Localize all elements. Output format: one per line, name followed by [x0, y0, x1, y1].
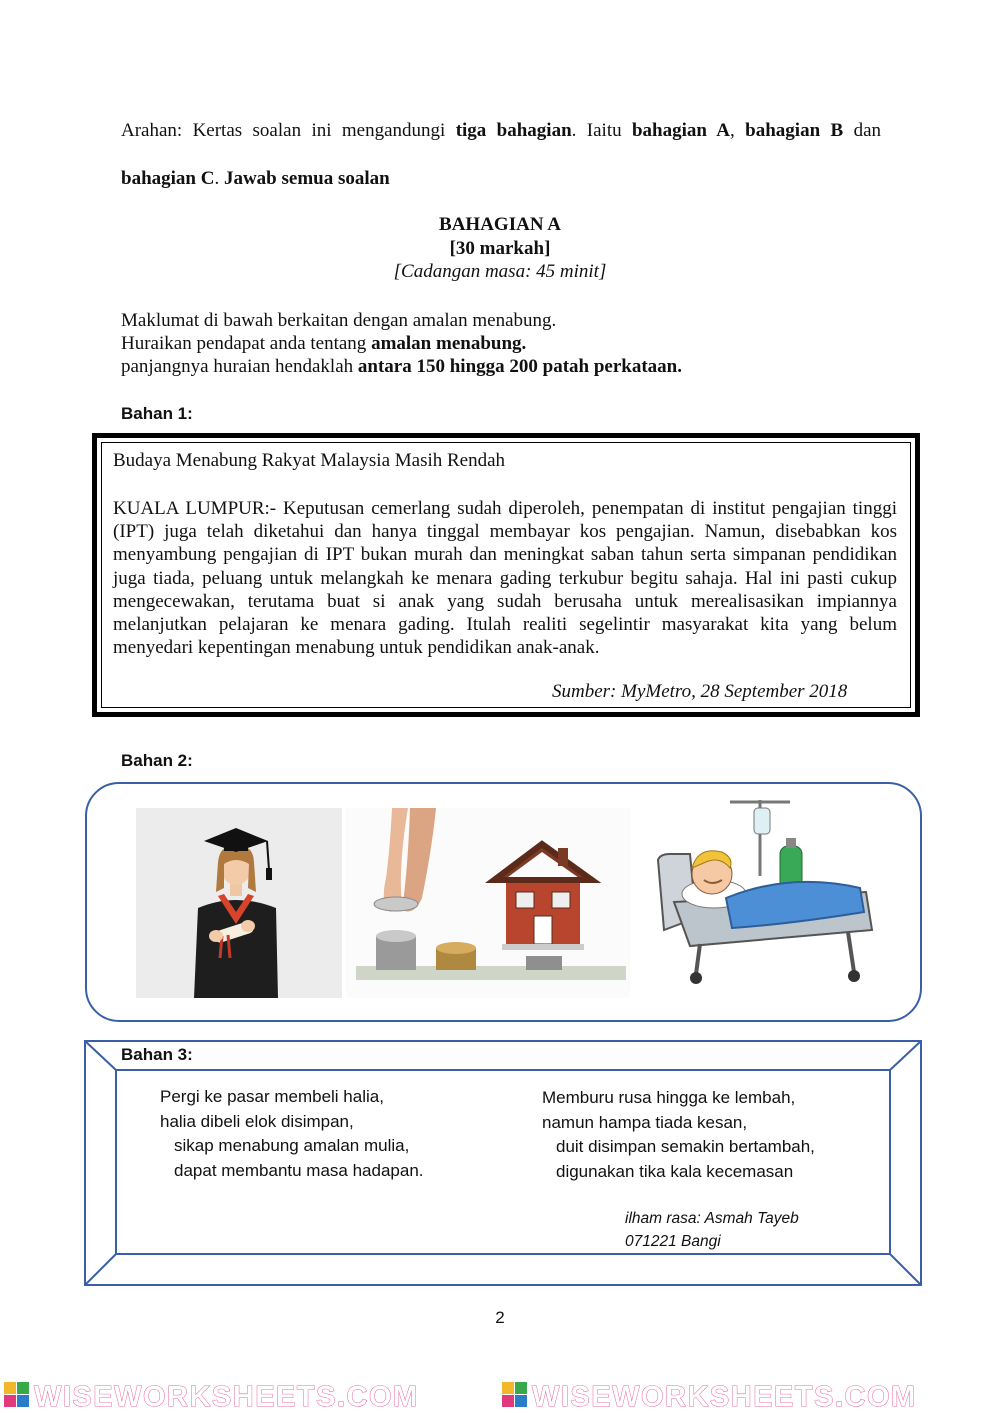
question-line-3-text: panjangnya huraian hendaklah: [121, 356, 358, 377]
question-line-2-bold: amalan menabung.: [371, 333, 527, 354]
poem-left-line-3: sikap menabung amalan mulia,: [174, 1136, 410, 1155]
poem-right-line-4: digunakan tika kala kecemasan: [556, 1161, 794, 1181]
section-marks: [30 markah]: [449, 238, 551, 259]
poem-credit-author: ilham rasa: Asmah Tayeb: [625, 1210, 799, 1227]
instruction-2-run-3: Jawab semua soalan: [223, 168, 390, 189]
question-line-2-text: Huraikan pendapat anda tentang: [121, 333, 372, 354]
question-line-3-bold: antara 150 hingga 200 patah perkataan.: [357, 356, 682, 377]
section-time: [Cadangan masa: 45 minit]: [393, 261, 607, 282]
article-body: KUALA LUMPUR:- Keputusan cemerlang sudah diperoleh, penempatan di institut pengajian tinggi (IPT) juga telah diketahui dan hanya tinggal membayar kos pengajian. Namun, disebabkan kos menyambung pengajian di IPT bukan murah dan meningkat saban tahun serta simpanan pendidikan juga tiada, peluang untuk melangkah ke menara gading terkubur begitu sahaja. Hal ini pasti cukup mengecewakan, terutama buat si anak yang sudah berusaha untuk merealisasikan impiannya melanjutkan pelajaran ke menara gading. Itulah realiti segelintir masyarakat kita yang belum menyedari kepentingan menabung untuk pendidikan anak-anak.: [113, 498, 897, 659]
poem-right-line-2: namun hampa tiada kesan,: [542, 1112, 748, 1132]
watermark-text-1: WISEWORKSHEETS.COM: [34, 1381, 419, 1413]
instruction-line-1: [121, 120, 881, 142]
poem-credit-place: 071221 Bangi: [625, 1233, 721, 1250]
graduate-image: [136, 808, 342, 998]
instruction-1-run-7: dan: [843, 120, 881, 141]
poem-left: [160, 1085, 424, 1183]
instruction-line-2: [121, 168, 390, 190]
hospital-patient-image: [650, 796, 878, 990]
watermark-banner: [0, 1378, 1000, 1413]
instruction-2-run-1: bahagian C: [121, 168, 215, 189]
watermark-logo-icon: [502, 1382, 527, 1407]
question-line-1: Maklumat di bawah berkaitan dengan amalan menabung.: [121, 310, 557, 331]
instruction-1-run-5: ,: [730, 120, 746, 141]
instruction-1-run-2: tiga bahagian: [455, 120, 572, 141]
page-number: 2: [495, 1308, 505, 1327]
article-title: Budaya Menabung Rakyat Malaysia Masih Rendah: [113, 450, 506, 471]
coins-house-image: [346, 808, 630, 998]
poem-left-line-1: Pergi ke pasar membeli halia,: [160, 1087, 384, 1106]
poem-left-line-2: halia dibeli elok disimpan,: [160, 1111, 354, 1131]
instruction-1-run-1: Arahan: Kertas soalan ini mengandungi: [121, 120, 456, 141]
poem-right-line-3: duit disimpan semakin bertambah,: [556, 1137, 815, 1156]
poem-right-line-1: Memburu rusa hingga ke lembah,: [542, 1088, 796, 1107]
bahan3-label: Bahan 3:: [121, 1045, 193, 1064]
article-source: Sumber: MyMetro, 28 September 2018: [552, 681, 848, 702]
poem-left-line-4: dapat membantu masa hadapan.: [174, 1160, 424, 1180]
question-line-2: [121, 333, 526, 355]
instruction-1-run-6: bahagian B: [745, 120, 844, 141]
watermark-text-2: WISEWORKSHEETS.COM: [532, 1381, 917, 1413]
instruction-1-run-3: . Iaitu: [571, 120, 632, 141]
watermark-logo-icon: [4, 1382, 29, 1407]
bahan2-label: Bahan 2:: [121, 751, 193, 770]
poem-right: [542, 1086, 815, 1184]
instruction-2-run-2: .: [214, 168, 224, 189]
section-title: BAHAGIAN A: [439, 214, 561, 235]
question-line-3: [121, 356, 682, 378]
bahan1-label: Bahan 1:: [121, 404, 193, 423]
instruction-1-run-4: bahagian A: [631, 120, 731, 141]
